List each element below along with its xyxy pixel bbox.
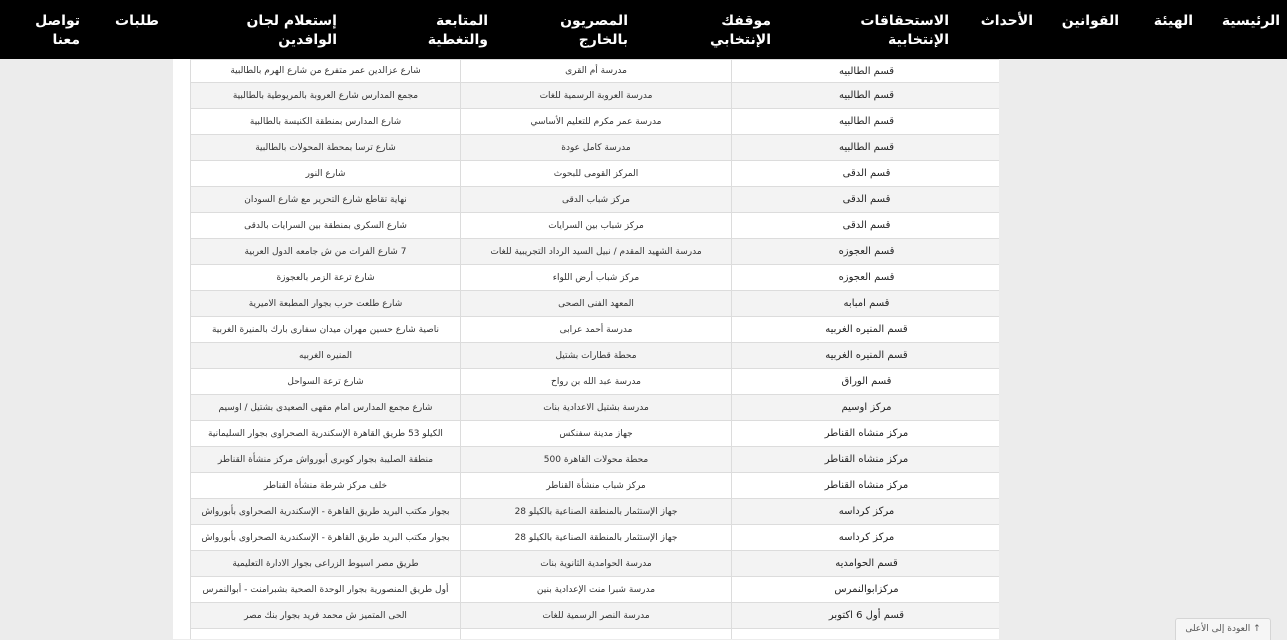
station-department: قسم امبابه <box>732 291 1000 317</box>
station-department: قسم أول 6 اكتوبر <box>732 603 1000 629</box>
station-address: شارع مجمع المدارس امام مقهى الصعيدى بشتيل / اوسيم <box>191 395 461 421</box>
station-address: شارع المدارس بمنطقة الكنيسة بالطالبية <box>191 109 461 135</box>
station-address: خلف مركز شرطة منشأة القناطر <box>191 473 461 499</box>
back-to-top-button[interactable] <box>1175 618 1271 640</box>
station-department <box>732 629 1000 640</box>
nav-contact-line2: معنا <box>52 32 80 48</box>
station-school: المركز القومى للبحوث <box>461 161 732 187</box>
station-department: قسم المنيره الغربيه <box>732 317 1000 343</box>
nav-laws-label: القوانين <box>1061 13 1119 29</box>
station-address: 7 شارع الفرات من ش جامعه الدول العربية <box>191 239 461 265</box>
station-school: مدرسة بشتيل الاعدادية بنات <box>461 395 732 421</box>
station-school: جهاز الإستثمار بالمنطقة الصناعية بالكيلو 28 <box>461 525 732 551</box>
station-school: مدرسة عبد الله بن رواح <box>461 369 732 395</box>
table-row <box>191 187 1000 213</box>
station-address: مجمع المدارس شارع العروبة بالمريوطية بالطالبية <box>191 83 461 109</box>
station-address: ناصية شارع حسين مهران ميدان سفارى بارك بالمنيرة الغربية <box>191 317 461 343</box>
station-school: جهاز الإستثمار بالمنطقة الصناعية بالكيلو 28 <box>461 499 732 525</box>
station-department: قسم الطالبيه <box>732 109 1000 135</box>
station-address: شارع ترعة الزمر بالعجوزة <box>191 265 461 291</box>
nav-authority[interactable] <box>1154 12 1193 31</box>
nav-expat-committees-line1: إستعلام لجان <box>246 13 337 29</box>
station-school: مدرسة النصر الرسمية للغات <box>461 603 732 629</box>
station-department: قسم الدقى <box>732 187 1000 213</box>
table-row <box>191 60 1000 83</box>
station-department: مركز اوسيم <box>732 395 1000 421</box>
nav-egyptians-abroad[interactable] <box>560 12 628 50</box>
station-school: مركز شباب بين السرايات <box>461 213 732 239</box>
station-department: قسم الدقى <box>732 213 1000 239</box>
station-school: مدرسة شبرا منت الإعدادية بنين <box>461 577 732 603</box>
station-school: المعهد الفنى الصحى <box>461 291 732 317</box>
station-address: شارع ترعة السواحل <box>191 369 461 395</box>
nav-events-label: الأحداث <box>980 13 1033 29</box>
table-row <box>191 265 1000 291</box>
station-department: قسم الطالبيه <box>732 60 1000 83</box>
station-school: مدرسة أحمد عرابى <box>461 317 732 343</box>
table-row <box>191 239 1000 265</box>
station-department: قسم الطالبيه <box>732 135 1000 161</box>
station-department: مركز كرداسه <box>732 499 1000 525</box>
station-address: شارع ترسا بمحطة المحولات بالطالبية <box>191 135 461 161</box>
table-row <box>191 603 1000 629</box>
nav-expat-committees[interactable] <box>246 12 337 50</box>
station-department: مركز منشاه القناطر <box>732 473 1000 499</box>
station-address: الحى المتميز ش محمد فريد بجوار بنك مصر <box>191 603 461 629</box>
table-row <box>191 499 1000 525</box>
table-row <box>191 395 1000 421</box>
nav-egyptians-abroad-line1: المصريون <box>560 13 628 29</box>
station-address: المنيره الغربيه <box>191 343 461 369</box>
station-school: مركز شباب الدقى <box>461 187 732 213</box>
table-row <box>191 109 1000 135</box>
nav-coverage-line1: المتابعة <box>435 13 488 29</box>
polling-stations-table <box>190 59 999 639</box>
station-address: منطقة الصليبة بجوار كوبرى أبورواش مركز منشأة القناطر <box>191 447 461 473</box>
station-department: مركز منشاه القناطر <box>732 421 1000 447</box>
nav-laws[interactable] <box>1062 12 1119 31</box>
table-row <box>191 629 1000 640</box>
nav-coverage-line2: والتغطية <box>427 32 488 48</box>
table-row <box>191 343 1000 369</box>
table-row <box>191 83 1000 109</box>
station-school: مدرسة الحوامدية الثانوية بنات <box>461 551 732 577</box>
table-row <box>191 291 1000 317</box>
nav-egyptians-abroad-line2: بالخارج <box>578 32 628 48</box>
nav-voter-status[interactable] <box>710 12 771 50</box>
station-address: الكيلو 53 طريق القاهرة الإسكندرية الصحراوى بجوار السليمانية <box>191 421 461 447</box>
station-department: قسم العجوزه <box>732 265 1000 291</box>
station-department: مركز كرداسه <box>732 525 1000 551</box>
table-row <box>191 135 1000 161</box>
station-department: قسم الحوامديه <box>732 551 1000 577</box>
table-row <box>191 551 1000 577</box>
station-address: بجوار مكتب البريد طريق القاهرة - الإسكندرية الصحراوى بأبورواش <box>191 499 461 525</box>
station-address: نهاية تقاطع شارع التحرير مع شارع السودان <box>191 187 461 213</box>
station-school: مدرسة كامل عودة <box>461 135 732 161</box>
table-row <box>191 577 1000 603</box>
table-row <box>191 369 1000 395</box>
station-school: مركز شباب أرض اللواء <box>461 265 732 291</box>
nav-contact[interactable] <box>35 12 80 50</box>
station-address: بجوار مكتب البريد طريق القاهرة - الإسكندرية الصحراوى بأبورواش <box>191 525 461 551</box>
station-school: مدرسة العروبة الرسمية للغات <box>461 83 732 109</box>
nav-elections[interactable] <box>860 12 949 50</box>
nav-coverage[interactable] <box>428 12 488 50</box>
station-department: قسم الطالبيه <box>732 83 1000 109</box>
table-row <box>191 447 1000 473</box>
nav-home-label: الرئيسية <box>1221 13 1280 29</box>
station-school: محطة محولات القاهرة 500 <box>461 447 732 473</box>
nav-voter-status-line1: موقفك <box>721 13 771 29</box>
station-address: شارع النور <box>191 161 461 187</box>
station-department: مركزابوالنمرس <box>732 577 1000 603</box>
back-to-top-label: العودة إلى الأعلى <box>1185 624 1251 634</box>
nav-requests[interactable] <box>115 12 159 31</box>
nav-events[interactable] <box>981 12 1033 31</box>
nav-authority-label: الهيئة <box>1153 13 1193 29</box>
station-department: قسم المنيره الغربيه <box>732 343 1000 369</box>
nav-home[interactable] <box>1222 12 1280 31</box>
station-school: جهاز مدينة سفنكس <box>461 421 732 447</box>
content-panel <box>173 59 999 639</box>
station-address: أول طريق المنصورية بجوار الوحدة الصحية بشبرامنت - أبوالنمرس <box>191 577 461 603</box>
station-address: شارع السكرى بمنطقة بين السرايات بالدقى <box>191 213 461 239</box>
nav-requests-label: طلبات <box>115 13 159 29</box>
main-navbar <box>0 0 1287 59</box>
table-row <box>191 213 1000 239</box>
station-department: مركز منشاه القناطر <box>732 447 1000 473</box>
station-address <box>191 629 461 640</box>
station-school: مركز شباب منشأة القناطر <box>461 473 732 499</box>
nav-contact-line1: تواصل <box>35 13 80 29</box>
station-school: مدرسة عمر مكرم للتعليم الأساسي <box>461 109 732 135</box>
station-school: مدرسة الشهيد المقدم / نبيل السيد الرداد التجريبية للغات <box>461 239 732 265</box>
nav-elections-line1: الاستحقاقات <box>860 13 949 29</box>
table-row <box>191 161 1000 187</box>
station-department: قسم الوراق <box>732 369 1000 395</box>
station-school: مدرسة أم القرى <box>461 60 732 83</box>
nav-expat-committees-line2: الوافدين <box>278 32 337 48</box>
station-department: قسم العجوزه <box>732 239 1000 265</box>
table-row <box>191 421 1000 447</box>
station-department: قسم الدقى <box>732 161 1000 187</box>
nav-elections-line2: الإنتخابية <box>887 32 949 48</box>
station-address: شارع عزالدين عمر متفرع من شارع الهرم بالطالبية <box>191 60 461 83</box>
nav-voter-status-line2: الإنتخابي <box>710 32 771 48</box>
station-address: طريق مصر اسيوط الزراعى بجوار الادارة التعليمية <box>191 551 461 577</box>
table-row <box>191 525 1000 551</box>
table-row <box>191 473 1000 499</box>
station-school <box>461 629 732 640</box>
station-address: شارع طلعت حرب بجوار المطبعة الاميرية <box>191 291 461 317</box>
table-row <box>191 317 1000 343</box>
station-school: محطة قطارات بشتيل <box>461 343 732 369</box>
up-arrow-icon: ↑ <box>1253 624 1261 634</box>
